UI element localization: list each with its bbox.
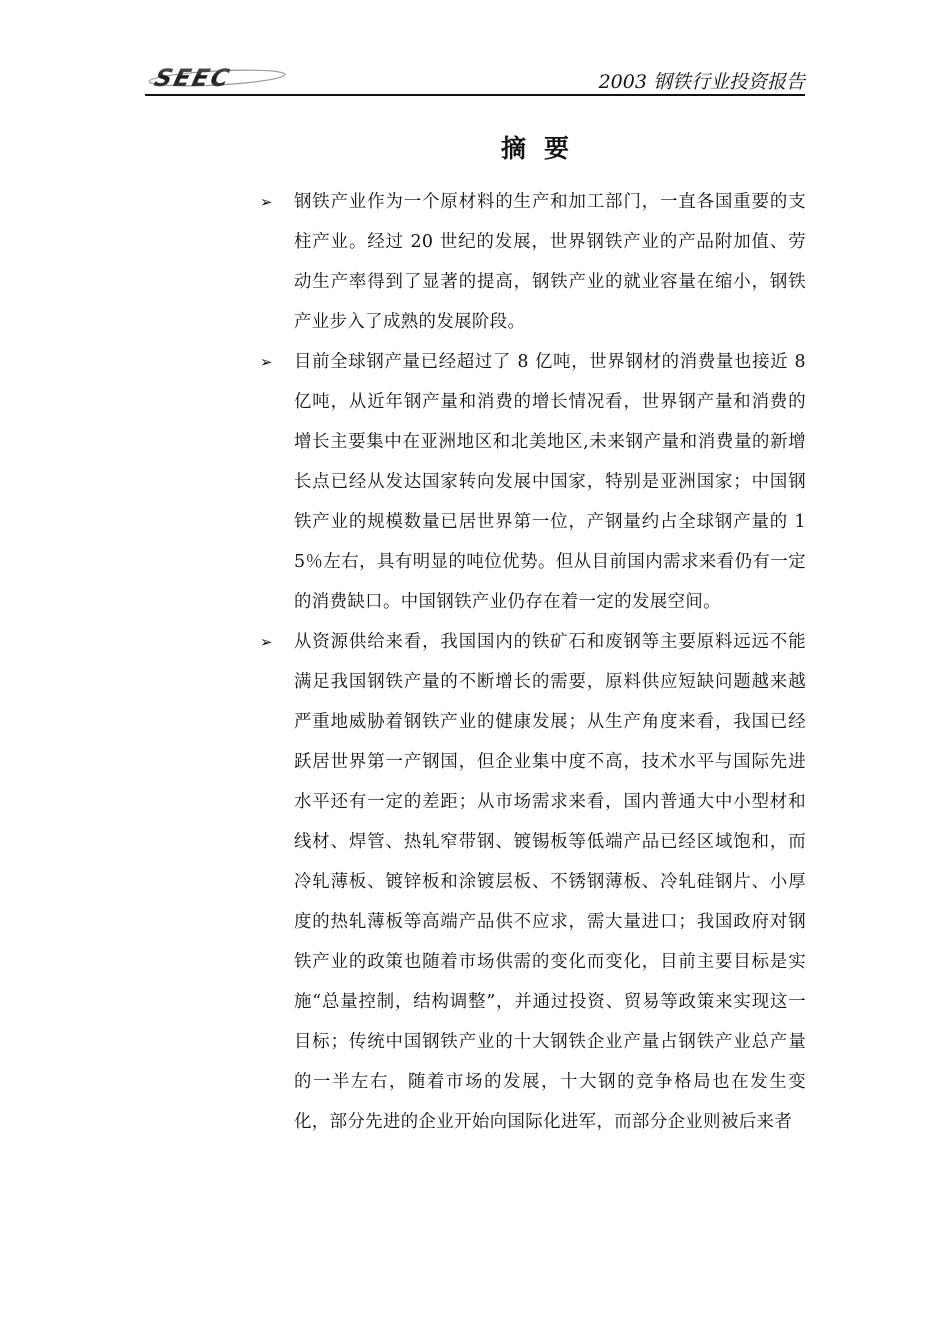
bullet-text: 目前全球钢产量已经超过了 8 亿吨，世界钢材的消费量也接近 8 亿吨，从近年钢产量和消费的增长情况看，世界钢产量和消费的增长主要集中在亚洲地区和北美地区,未来钢产量和消费量的新增长点已经从发达国家转向发展中国家，特别是亚洲国家；中国钢铁产业的规模数量已居世界第一位，产钢量约占全球钢产量的 15％左右，具有明显的吨位优势。但从目前国内需求来看仍有一定的消费缺口。中国钢铁产业仍存在着一定的发展空间。 [294,352,806,612]
bullet-text: 从资源供给来看，我国国内的铁矿石和废钢等主要原料远远不能满足我国钢铁产量的不断增长的需要，原料供应短缺问题越来越严重地威胁着钢铁产业的健康发展；从生产角度来看，我国已经跃居世界第一产钢国，但企业集中度不高，技术水平与国际先进水平还有一定的差距；从市场需求来看，国内普通大中小型材和线材、焊管、热轧窄带钢、镀锡板等低端产品已经区域饱和，而冷轧薄板、镀锌板和涂镀层板、不锈钢薄板、冷轧硅钢片、小厚度的热轧薄板等高端产品供不应求，需大量进口；我国政府对钢铁产业的政策也随着市场供需的变化而变化，目前主要目标是实施“总量控制，结构调整”，并通过投资、贸易等政策来实现这一目标；传统中国钢铁产业的十大钢铁企业产量占钢铁产业总产量的一半左右，随着市场的发展，十大钢的竞争格局也在发生变化，部分先进的企业开始向国际化进军，而部分企业则被后来者 [294,632,806,1132]
arrow-bullet-icon: ➢ [260,633,273,651]
seec-logo [145,62,290,92]
bullet-item [258,182,806,342]
bullet-item [258,622,806,1142]
bullet-item [258,342,806,622]
arrow-bullet-icon: ➢ [260,193,273,211]
summary-bullet-list [258,182,806,1142]
header-divider [145,94,805,96]
bullet-text: 钢铁产业作为一个原材料的生产和加工部门，一直各国重要的支柱产业。经过 20 世纪的发展，世界钢铁产业的产品附加值、劳动生产率得到了显著的提高，钢铁产业的就业容量在缩小，钢铁产业步入了成熟的发展阶段。 [294,192,806,332]
report-title: 2003 钢铁行业投资报告 [598,71,805,93]
document-title: 摘要 [500,134,587,163]
seec-logo-text: SEEC [151,63,235,92]
page-header [145,58,805,96]
arrow-bullet-icon: ➢ [260,353,273,371]
